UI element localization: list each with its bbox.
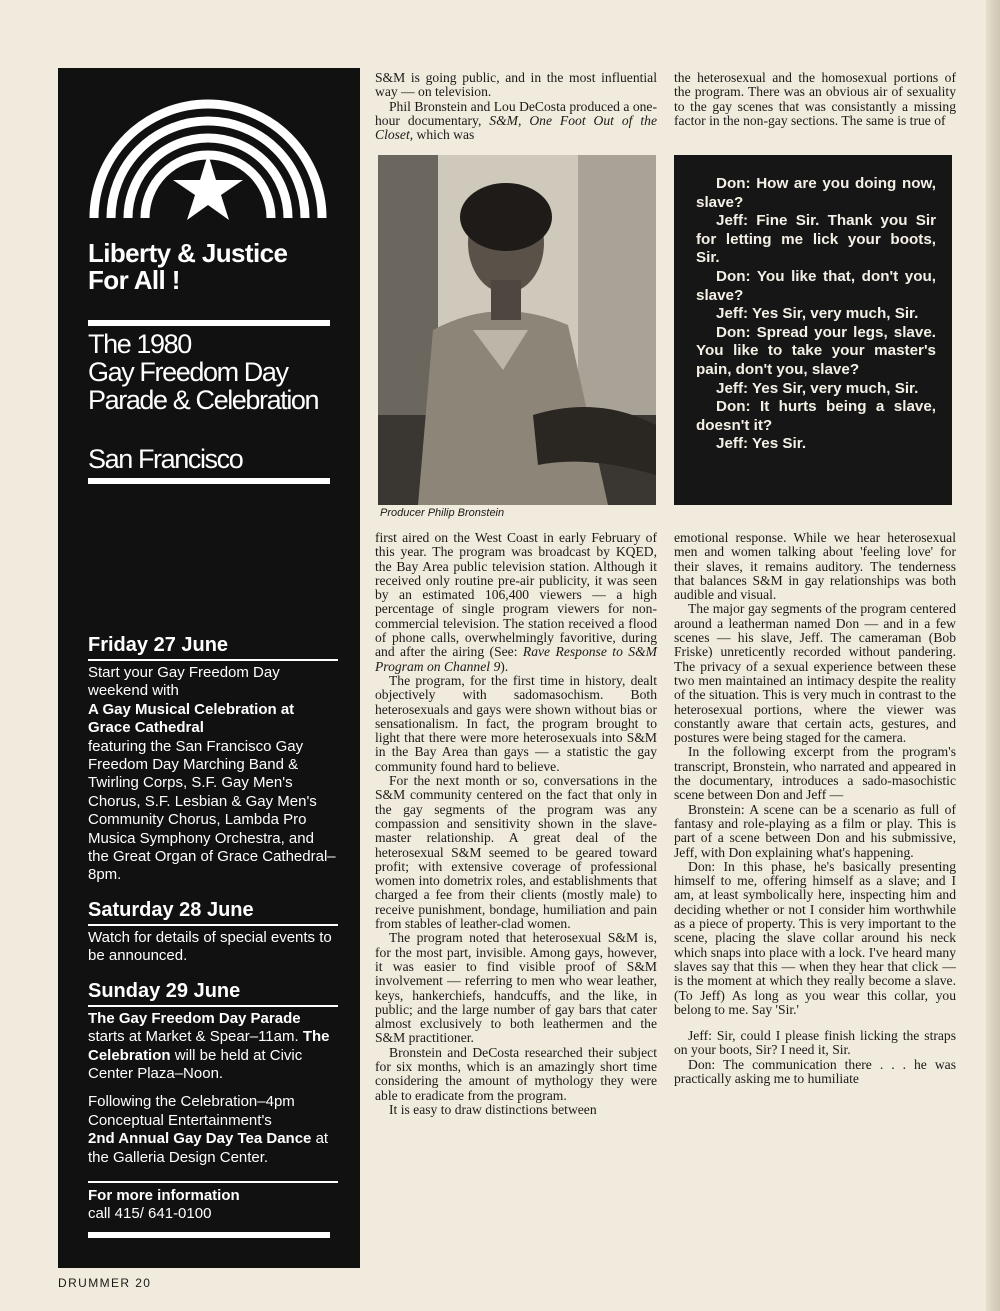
article-column-1: first aired on the West Coast in early February of this year. The program was broadcast by KQED, the Bay Area public television station. Although it received only routine pre-air publicity, it was seen by an estimated 106,400 viewers — a high percentage of single program viewers for non-commercial television. The station received a flood of phone calls, overwhelmingly favoritive, during and after the airing (See: Rave Response to S&M Program on Channel 9). The program, for the first time in history, dealt objectively with sadomasochism. Both heterosexuals and gays were shown without bias or sensationalism. In fact, the program brought to light that there were more heterosexuals into S&M in the Bay Area than gays — a statistic the gay community found hard to believe. For the next month or so, conversations in the S&M community centered on the fact that only in the gay segments of the program was any compassion and sensitivity shown in the slave-master relationship. A great deal of the heterosexual S&M seemed to be geared toward profit; with extensive coverage of professional women into dometrix roles, and establishments that charged a fee from their clients (mostly male) to receive punishment, bondage, humiliation and pain from stables of leather-clad women. The program noted that heterosexual S&M is, for the most part, invisible. Among gays, however, it was easier to find visible proof of S&M involvement — referring to men who wear leather, keys, hankerchiefs, handcuffs, and the like, in public; and the large number of gay bars that cater almost exclusively to both leathermen and the S&M practitioner. Bronstein and DeCosta researched their subject for six months, which is an amazingly short time considering the amount of mythology they were able to eradicate from the program. It is easy to draw distinctions between (375, 530, 657, 1117)
divider (88, 1232, 330, 1238)
article-column-2-top: the heterosexual and the homosexual portions of the program. There was an obvious air of sexuality to the gay scenes that was consistantly a missing factor in the non-gay sections. The same is true of (674, 70, 956, 128)
ad-headline: Liberty & Justice For All ! (88, 238, 288, 295)
page-footer: DRUMMER 20 (58, 1276, 152, 1290)
parade-advertisement (58, 68, 360, 1268)
divider (88, 320, 330, 326)
saturday-details: Watch for details of special events to be announced. (88, 928, 332, 965)
more-information: For more information call 415/ 641-0100 (88, 1181, 338, 1223)
ad-city: San Francisco (88, 444, 243, 474)
article-column-2: emotional response. While we hear heterosexual men and women talking about 'feeling love' for their slaves, it remains auditory. The tenderness that balances S&M in gay relationships was both audible and visual. The major gay segments of the program centered around a leatherman named Don — and in a few scenes — his slave, Jeff. The cameraman (Bob Friske) unreticently recorded without pandering. The privacy of a sexual experience between these two men maintained an intimacy despite the reality of the situation. This is very much in contrast to the heterosexual portions, where the viewer was constantly aware that certain acts, gestures, and postures were being staged for the camera. In the following excerpt from the program's transcript, Bronstein, who narrated and appeared in the documentary, introduces a sado-masochistic scene between Don and Jeff — Bronstein: A scene can be a scenario as full of fantasy and role-playing as a film or play. This is part of a scene between Don and his submissive, Jeff, with Don explaining what's happening. Don: In this phase, he's basically presenting himself to me, offering himself as a slave; and I am, at least symbolically here, inspecting him and deciding whether or not I consider him worthwhile as a piece of property. This is very important to the scene, placing the slave collar around his neck which snaps into place with a lock. I've heard many slaves say that this — when they hear that click — is the moment at which they really become a slave. (To Jeff) As long as you wear this collar, you belong to me. Say 'Sir.' Jeff: Sir, could I please finish licking the straps on your boots, Sir? I need it, Sir. Don: The communication there . . . he was practically asking me to humiliate (674, 530, 956, 1086)
saturday-heading: Saturday 28 June (88, 899, 338, 926)
page-edge (986, 0, 1000, 1311)
producer-photo (378, 155, 656, 505)
divider (88, 478, 330, 484)
friday-heading: Friday 27 June (88, 634, 338, 661)
rainbow-icon (86, 96, 331, 221)
transcript-excerpt-box: Don: How are you doing now, slave? Jeff: Fine Sir. Thank you Sir for letting me lick your boots, Sir. Don: You like that, don't you, slave? Jeff: Yes Sir, very much, Sir. Don: Spread your legs, slave. You like to take your master's pain, don't you, slave? Jeff: Yes Sir, very much, Sir. Don: It hurts being a slave, doesn't it? Jeff: Yes Sir. (674, 155, 952, 505)
sunday-heading: Sunday 29 June (88, 980, 338, 1007)
ad-subheadline: The 1980 Gay Freedom Day Parade & Celebration (88, 329, 319, 415)
tea-dance-details: Following the Celebration–4pm Conceptual Entertainment's 2nd Annual Gay Day Tea Dance at the Galleria Design Center. (88, 1093, 329, 1166)
article-intro: S&M is going public, and in the most influential way — on television. Phil Bronstein and Lou DeCosta produced a one-hour documentary, S&M, One Foot Out of the Closet, which was (375, 70, 657, 143)
sunday-details: The Gay Freedom Day Parade starts at Market & Spear–11am. The Celebration will be held at Civic Center Plaza–Noon. (88, 1009, 330, 1082)
event-schedule (88, 634, 338, 1223)
photo-caption: Producer Philip Bronstein (380, 507, 505, 519)
friday-details: Start your Gay Freedom Day weekend with A Gay Musical Celebration at Grace Cathedral featuring the San Francisco Gay Freedom Day Marching Band & Twirling Corps, S.F. Gay Men's Chorus, S.F. Lesbian & Gay Men's Community Chorus, Lambda Pro Musica Symphony Orchestra, and the Great Organ of Grace Cathedral–8pm. (88, 664, 336, 884)
